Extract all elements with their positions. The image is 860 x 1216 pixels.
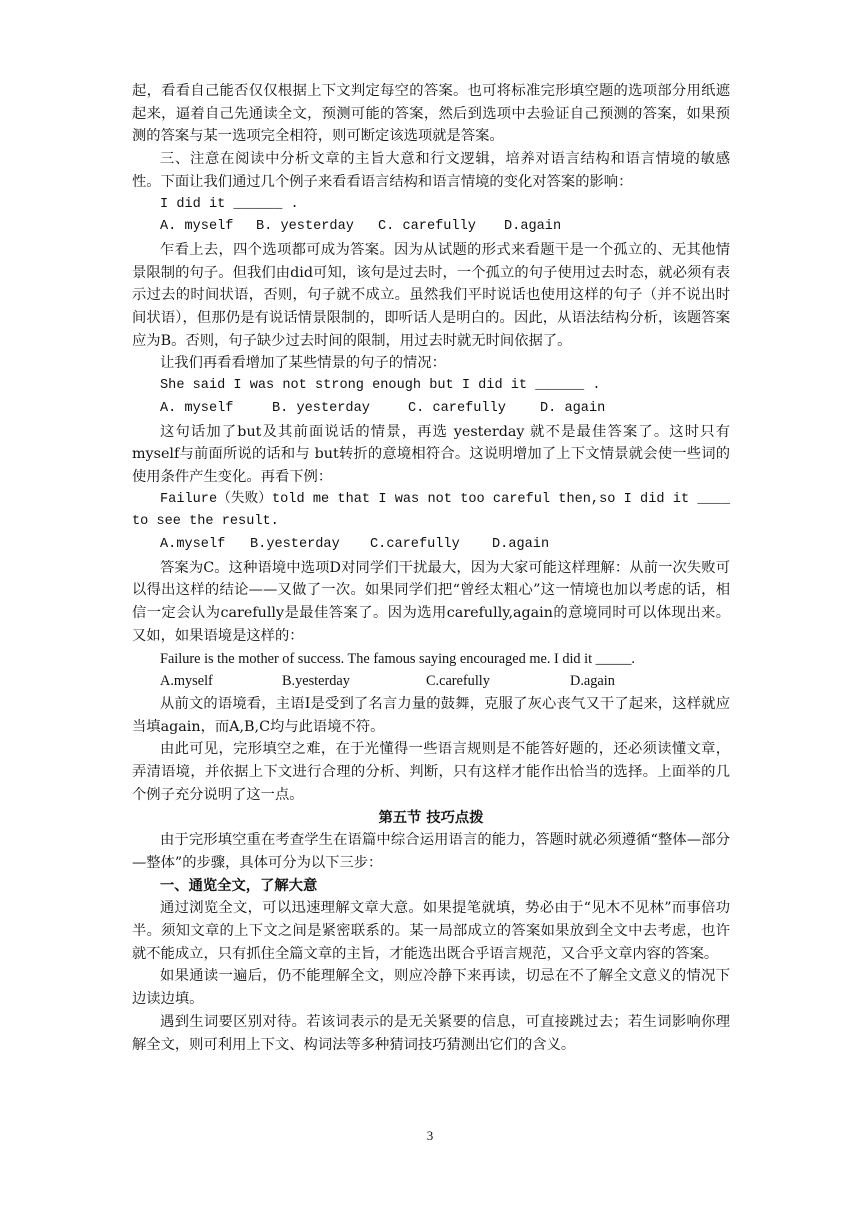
- option: A. myself: [160, 219, 234, 235]
- paragraph: 遇到生词要区别对待。若该词表示的是无关紧要的信息，可直接跳过去；若生词影响你理解全文，则可利用上下文、构词法等多种猜词技巧猜测出它们的含义。: [132, 1013, 730, 1053]
- paragraph: 由于完形填空重在考查学生在语篇中综合运用语言的能力，答题时就必须遵循“整体—部分—整体”的步骤，具体可分为以下三步：: [132, 832, 730, 871]
- paragraph: 答案为C。这种语境中选项D对同学们干扰最大，因为大家可能这样理解：从前一次失败可以得出这样的结论——又做了一次。如果同学们把“曾经太粗心”这一情境也加以考虑的话，相信一定会认为carefully是最佳答案了。因为选用carefully,again的意境同时可以体现出来。又如，如果语境是这样的：: [132, 559, 730, 644]
- option: C.carefully: [426, 673, 490, 690]
- example-options: [132, 216, 730, 239]
- paragraph: 如果通读一遍后，仍不能理解全文，则应冷静下来再读，切忌在不了解全文意义的情况下边读边填。: [132, 968, 730, 1008]
- subheading: 一、通览全文，了解大意: [160, 877, 318, 894]
- page-number: 3: [426, 1128, 434, 1143]
- body-text: [132, 80, 730, 1056]
- example-sentence: Failure（失败）told me that I was not too careful then,so I did it ____ to see the result.: [132, 491, 730, 530]
- option: D.again: [492, 537, 550, 553]
- paragraph: 从前文的语境看，主语I是受到了名言力量的鼓舞，克服了灰心丧气又干了起来，这样就应当填again，而A,B,C均与此语境不符。: [132, 695, 730, 735]
- paragraph: 让我们再看看增加了某些情景的句子的情况：: [160, 355, 446, 372]
- option: B. yesterday: [256, 219, 354, 235]
- option: D. again: [540, 400, 606, 416]
- option: C.carefully: [370, 537, 460, 553]
- option: A. myself: [160, 400, 234, 416]
- example-sentence: She said I was not strong enough but I did it ______ .: [160, 378, 601, 394]
- option: D.again: [570, 673, 615, 690]
- paragraph: 通过浏览全文，可以迅速理解文章大意。如果提笔就填，势必由于“见木不见林”而事倍功半。须知文章的上下文之间是紧密联系的。某一局部成立的答案如果放到全文中去考虑，也许就不能成立，只有抓住全篇文章的主旨，才能选出既合乎语言规范，又合乎文章内容的答案。: [132, 900, 730, 962]
- example-options: [132, 670, 730, 693]
- option: A.myself: [160, 673, 213, 690]
- example-sentence: I did it ______ .: [160, 196, 299, 212]
- section-title: 第五节 技巧点拨: [378, 809, 484, 826]
- paragraph: 这句话加了but及其前面说话的情景，再选 yesterday 就不是最佳答案了。这时只有myself与前面所说的话和与 but转折的意境相符合。这说明增加了上下文情景就会使一些词的使用条件产生变化。再看下例：: [132, 423, 730, 485]
- example-options: [132, 398, 730, 421]
- option: B.yesterday: [282, 673, 350, 690]
- option: D.again: [504, 219, 562, 235]
- option: C. carefully: [378, 219, 476, 235]
- paragraph: 三、注意在阅读中分析文章的主旨大意和行文逻辑，培养对语言结构和语言情境的敏感性。下面让我们通过几个例子来看看语言结构和语言情境的变化对答案的影响：: [132, 151, 730, 190]
- option: A.myself: [160, 537, 226, 553]
- paragraph: 由此可见，完形填空之难，在于光懂得一些语言规则是不能答好题的，还必须读懂文章，弄清语境，并依据上下文进行合理的分析、判断，只有这样才能作出恰当的选择。上面举的几个例子充分说明了这一点。: [132, 741, 730, 803]
- example-sentence: Failure is the mother of success. The famous saying encouraged me. I did it _____.: [160, 650, 635, 667]
- option: B. yesterday: [272, 400, 370, 416]
- paragraph: 起，看看自己能否仅仅根据上下文判定每空的答案。也可将标准完形填空题的选项部分用纸遮起来，逼着自己先通读全文，预测可能的答案，然后到选项中去验证自己预测的答案，如果预测的答案与某一选项完全相符，则可断定该选项就是答案。: [132, 83, 730, 145]
- example-options: [132, 534, 730, 557]
- option: B.yesterday: [250, 537, 340, 553]
- paragraph: 乍看上去，四个选项都可成为答案。因为从试题的形式来看题干是一个孤立的、无其他情景限制的句子。但我们由did可知，该句是过去时，一个孤立的句子使用过去时态，就必须有表示过去的时间状语，否则，句子就不成立。虽然我们平时说话也使用这样的句子（并不说出时间状语），但那仍是有说话情景限制的，即听话人是明白的。因此，从语法结构分析，该题答案应为B。否则，句子缺少过去时间的限制，用过去时就无时间依据了。: [132, 241, 730, 349]
- option: C. carefully: [408, 400, 506, 416]
